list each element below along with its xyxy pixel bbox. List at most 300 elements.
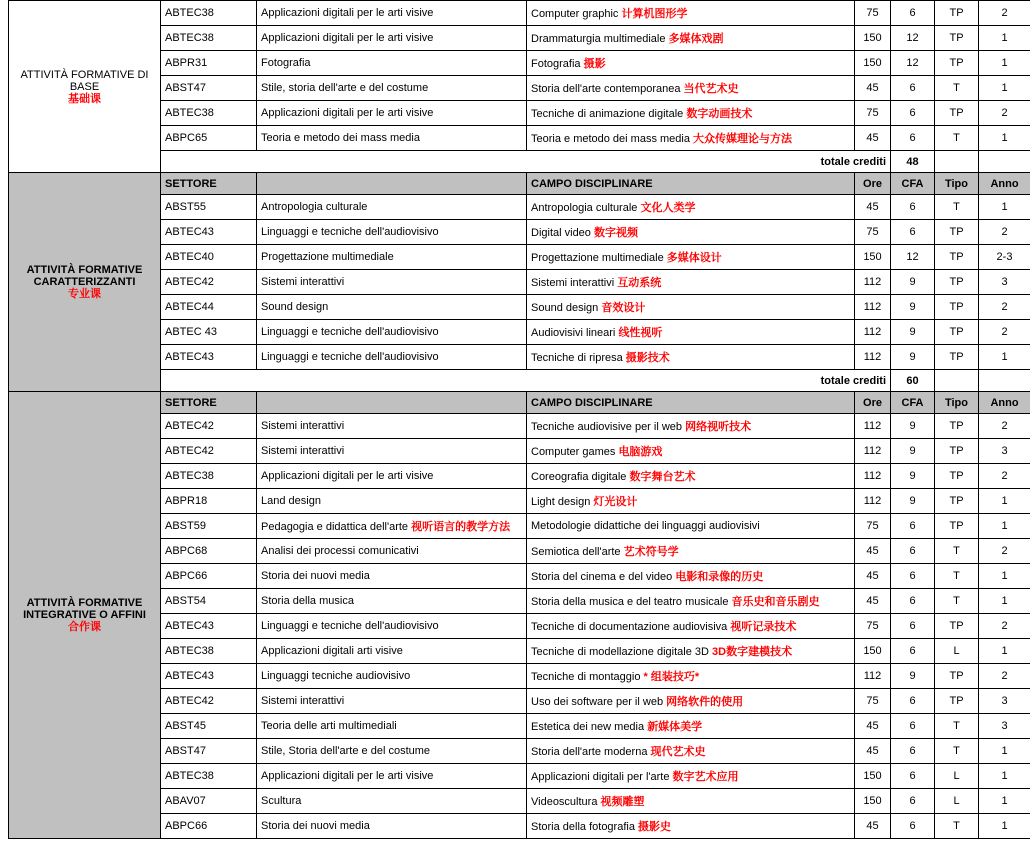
sector-name-it: Linguaggi e tecniche dell'audiovisivo <box>261 226 439 238</box>
table-row <box>9 614 1030 639</box>
sector-code: ABPC65 <box>161 126 257 151</box>
table-row <box>9 51 1030 76</box>
discipline-field <box>527 245 855 270</box>
discipline-field <box>527 739 855 764</box>
credits-value: 9 <box>891 664 935 689</box>
credits-value: 12 <box>891 26 935 51</box>
year-value: 2 <box>979 295 1030 320</box>
discipline-field-zh: 摄影技术 <box>625 352 670 364</box>
sector-name-it: Sistemi interattivi <box>261 276 345 288</box>
discipline-field <box>527 639 855 664</box>
sector-name-it: Linguaggi tecniche audiovisivo <box>261 670 411 682</box>
discipline-field-it: Storia dell'arte contemporanea <box>531 83 681 95</box>
credits-value: 6 <box>891 220 935 245</box>
credits-value: 6 <box>891 101 935 126</box>
discipline-field-zh: 当代艺术史 <box>683 83 739 95</box>
sector-name-it: Fotografia <box>261 57 311 69</box>
table-row <box>9 564 1030 589</box>
sector-name <box>257 664 527 689</box>
discipline-field-zh: 数字视频 <box>593 227 638 239</box>
credits-value: 9 <box>891 439 935 464</box>
discipline-field <box>527 564 855 589</box>
discipline-field <box>527 345 855 370</box>
discipline-field-zh: 计算机图形学 <box>621 8 688 20</box>
year-value: 1 <box>979 26 1030 51</box>
discipline-field-zh: 线性视听 <box>618 327 663 339</box>
sector-code: ABST59 <box>161 514 257 539</box>
sector-code: ABTEC42 <box>161 270 257 295</box>
sector-name <box>257 51 527 76</box>
header-row <box>9 173 1030 195</box>
header-ore: Ore <box>855 173 891 195</box>
year-value: 2-3 <box>979 245 1030 270</box>
type-value: T <box>935 126 979 151</box>
year-value: 2 <box>979 539 1030 564</box>
category-label: ATTIVITÀ FORMATIVE CARATTERIZZANTI <box>26 264 143 288</box>
year-value: 3 <box>979 689 1030 714</box>
type-value: TP <box>935 101 979 126</box>
credits-value: 6 <box>891 126 935 151</box>
discipline-field-zh: 电脑游戏 <box>618 446 663 458</box>
hours-value: 45 <box>855 195 891 220</box>
credits-value: 6 <box>891 789 935 814</box>
discipline-field <box>527 714 855 739</box>
category-cell <box>9 1 161 173</box>
discipline-field-it: Tecniche di ripresa <box>531 352 623 364</box>
sector-name-it: Pedagogia e didattica dell'arte <box>261 521 409 533</box>
sector-code: ABPR18 <box>161 489 257 514</box>
discipline-field-it: Computer graphic <box>531 8 619 20</box>
discipline-field-zh: 现代艺术史 <box>650 746 706 758</box>
sector-name <box>257 614 527 639</box>
total-blank <box>935 151 979 173</box>
discipline-field <box>527 539 855 564</box>
sector-code: ABPR31 <box>161 51 257 76</box>
sector-name <box>257 489 527 514</box>
type-value: TP <box>935 270 979 295</box>
hours-value: 112 <box>855 464 891 489</box>
hours-value: 45 <box>855 589 891 614</box>
sector-name <box>257 126 527 151</box>
discipline-field <box>527 689 855 714</box>
hours-value: 75 <box>855 514 891 539</box>
category-label-zh: 专业课 <box>68 288 101 300</box>
type-value: T <box>935 739 979 764</box>
sector-code: ABTEC38 <box>161 26 257 51</box>
table-row <box>9 539 1030 564</box>
credits-value: 6 <box>891 739 935 764</box>
sector-name-it: Analisi dei processi comunicativi <box>261 545 419 557</box>
category-label-zh: 合作课 <box>68 621 101 633</box>
sector-code: ABPC66 <box>161 564 257 589</box>
sector-name-it: Linguaggi e tecniche dell'audiovisivo <box>261 326 439 338</box>
credits-value: 6 <box>891 814 935 839</box>
category-label: ATTIVITÀ FORMATIVE INTEGRATIVE O AFFINI <box>23 597 146 621</box>
sector-name <box>257 76 527 101</box>
credits-value: 6 <box>891 639 935 664</box>
header-tipo: Tipo <box>935 173 979 195</box>
type-value: T <box>935 564 979 589</box>
discipline-field <box>527 270 855 295</box>
category-label: ATTIVITÀ FORMATIVE DI BASE <box>20 68 149 93</box>
table-row <box>9 739 1030 764</box>
header-row <box>9 392 1030 414</box>
discipline-field-it: Digital video <box>531 227 591 239</box>
type-value: TP <box>935 51 979 76</box>
table-row <box>9 464 1030 489</box>
discipline-field-it: Storia della musica e del teatro musicale <box>531 596 729 608</box>
type-value: L <box>935 764 979 789</box>
sector-name <box>257 295 527 320</box>
sector-name <box>257 564 527 589</box>
sector-name-it: Applicazioni digitali per le arti visive <box>261 7 434 19</box>
discipline-field-zh: 摄影 <box>583 58 606 70</box>
type-value: TP <box>935 220 979 245</box>
table-row <box>9 489 1030 514</box>
sector-name-it: Applicazioni digitali per le arti visive <box>261 770 434 782</box>
discipline-field <box>527 414 855 439</box>
table-row <box>9 789 1030 814</box>
table-row <box>9 345 1030 370</box>
year-value: 1 <box>979 814 1030 839</box>
type-value: TP <box>935 489 979 514</box>
total-label: totale crediti <box>161 370 891 392</box>
sector-name-it: Sistemi interattivi <box>261 445 345 457</box>
year-value: 1 <box>979 564 1030 589</box>
sector-name-it: Sistemi interattivi <box>261 695 345 707</box>
table-row <box>9 514 1030 539</box>
header-campo: CAMPO DISCIPLINARE <box>527 392 855 414</box>
credits-value: 6 <box>891 714 935 739</box>
discipline-field-zh: 视听记录技术 <box>730 621 797 633</box>
sector-name-it: Land design <box>261 495 321 507</box>
year-value: 3 <box>979 714 1030 739</box>
year-value: 1 <box>979 589 1030 614</box>
type-value: TP <box>935 26 979 51</box>
discipline-field-it: Applicazioni digitali per l'arte <box>531 771 670 783</box>
hours-value: 112 <box>855 414 891 439</box>
sector-code: ABTEC38 <box>161 1 257 26</box>
total-value: 48 <box>891 151 935 173</box>
discipline-field-it: Estetica dei new media <box>531 721 645 733</box>
type-value: TP <box>935 664 979 689</box>
sector-name-it: Scultura <box>261 795 302 807</box>
discipline-field-it: Semiotica dell'arte <box>531 546 621 558</box>
credits-value: 6 <box>891 589 935 614</box>
sector-code: ABTEC43 <box>161 664 257 689</box>
year-value: 2 <box>979 220 1030 245</box>
hours-value: 150 <box>855 639 891 664</box>
total-row <box>9 151 1030 173</box>
discipline-field-it: Drammaturgia multimediale <box>531 33 666 45</box>
sector-name <box>257 814 527 839</box>
sector-name <box>257 1 527 26</box>
sector-code: ABTEC42 <box>161 414 257 439</box>
type-value: T <box>935 714 979 739</box>
hours-value: 45 <box>855 539 891 564</box>
header-tipo: Tipo <box>935 392 979 414</box>
sector-code: ABTEC43 <box>161 345 257 370</box>
discipline-field-zh: 摄影史 <box>638 821 672 833</box>
credits-value: 9 <box>891 414 935 439</box>
hours-value: 45 <box>855 814 891 839</box>
discipline-field <box>527 589 855 614</box>
discipline-field-it: Storia dell'arte moderna <box>531 746 648 758</box>
discipline-field-zh: 网络软件的使用 <box>666 696 744 708</box>
total-blank <box>979 370 1030 392</box>
sector-name-it: Stile, storia dell'arte e del costume <box>261 82 429 94</box>
table-row <box>9 764 1030 789</box>
sector-name <box>257 320 527 345</box>
type-value: TP <box>935 245 979 270</box>
sector-code: ABPC68 <box>161 539 257 564</box>
category-cell <box>9 173 161 392</box>
table-row <box>9 714 1030 739</box>
curriculum-table <box>8 0 1030 839</box>
table-row <box>9 126 1030 151</box>
discipline-field-zh: 数字动画技术 <box>686 108 753 120</box>
discipline-field-zh: 艺术符号学 <box>623 546 679 558</box>
type-value: TP <box>935 514 979 539</box>
sector-name-it: Teoria delle arti multimediali <box>261 720 397 732</box>
discipline-field <box>527 126 855 151</box>
table-row <box>9 245 1030 270</box>
sector-code: ABTEC42 <box>161 689 257 714</box>
hours-value: 45 <box>855 76 891 101</box>
sector-name <box>257 764 527 789</box>
discipline-field-zh: * 组装技巧* <box>643 671 700 683</box>
sector-name <box>257 589 527 614</box>
type-value: L <box>935 789 979 814</box>
type-value: TP <box>935 614 979 639</box>
type-value: TP <box>935 295 979 320</box>
type-value: TP <box>935 439 979 464</box>
discipline-field-zh: 文化人类学 <box>640 202 696 214</box>
type-value: T <box>935 814 979 839</box>
sector-name <box>257 414 527 439</box>
hours-value: 112 <box>855 489 891 514</box>
sector-name-it: Storia della musica <box>261 595 354 607</box>
discipline-field-it: Computer games <box>531 446 616 458</box>
sector-name-zh: 视听语言的教学方法 <box>411 521 511 533</box>
year-value: 1 <box>979 345 1030 370</box>
discipline-field <box>527 764 855 789</box>
sector-name-it: Sistemi interattivi <box>261 420 345 432</box>
total-row <box>9 370 1030 392</box>
discipline-field <box>527 295 855 320</box>
sector-name <box>257 714 527 739</box>
discipline-field <box>527 1 855 26</box>
discipline-field <box>527 489 855 514</box>
hours-value: 75 <box>855 689 891 714</box>
type-value: TP <box>935 1 979 26</box>
sector-name <box>257 464 527 489</box>
sector-name <box>257 195 527 220</box>
credits-value: 6 <box>891 689 935 714</box>
discipline-field <box>527 26 855 51</box>
sector-name-it: Linguaggi e tecniche dell'audiovisivo <box>261 351 439 363</box>
credits-value: 6 <box>891 764 935 789</box>
table-row <box>9 26 1030 51</box>
hours-value: 45 <box>855 564 891 589</box>
header-settore: SETTORE <box>161 173 257 195</box>
discipline-field-it: Storia della fotografia <box>531 821 635 833</box>
hours-value: 150 <box>855 245 891 270</box>
hours-value: 45 <box>855 126 891 151</box>
hours-value: 75 <box>855 614 891 639</box>
header-blank <box>257 392 527 414</box>
hours-value: 112 <box>855 320 891 345</box>
sector-code: ABST54 <box>161 589 257 614</box>
discipline-field <box>527 439 855 464</box>
category-label-zh: 基础课 <box>68 92 101 105</box>
sector-name-it: Linguaggi e tecniche dell'audiovisivo <box>261 620 439 632</box>
header-anno: Anno <box>979 392 1030 414</box>
hours-value: 112 <box>855 295 891 320</box>
sector-name-it: Applicazioni digitali arti visive <box>261 645 403 657</box>
sector-name-it: Progettazione multimediale <box>261 251 394 263</box>
hours-value: 112 <box>855 439 891 464</box>
discipline-field <box>527 614 855 639</box>
type-value: TP <box>935 414 979 439</box>
year-value: 2 <box>979 614 1030 639</box>
year-value: 1 <box>979 76 1030 101</box>
sector-name <box>257 789 527 814</box>
sector-name <box>257 270 527 295</box>
year-value: 1 <box>979 789 1030 814</box>
discipline-field-zh: 多媒体设计 <box>666 252 722 264</box>
sector-name-it: Stile, Storia dell'arte e del costume <box>261 745 431 757</box>
table-row <box>9 220 1030 245</box>
table-row <box>9 439 1030 464</box>
discipline-field-it: Tecniche audiovisive per il web <box>531 421 683 433</box>
sector-name <box>257 539 527 564</box>
discipline-field <box>527 51 855 76</box>
header-ore: Ore <box>855 392 891 414</box>
sector-code: ABTEC42 <box>161 439 257 464</box>
discipline-field-it: Uso dei software per il web <box>531 696 664 708</box>
discipline-field <box>527 664 855 689</box>
year-value: 1 <box>979 51 1030 76</box>
year-value: 1 <box>979 639 1030 664</box>
sector-code: ABTEC44 <box>161 295 257 320</box>
table-row <box>9 689 1030 714</box>
discipline-field-it: Teoria e metodo dei mass media <box>531 133 690 145</box>
discipline-field-it: Tecniche di modellazione digitale 3D <box>531 646 709 658</box>
discipline-field-zh: 新媒体美学 <box>647 721 703 733</box>
credits-value: 6 <box>891 564 935 589</box>
discipline-field <box>527 101 855 126</box>
year-value: 2 <box>979 320 1030 345</box>
credits-value: 12 <box>891 245 935 270</box>
header-campo: CAMPO DISCIPLINARE <box>527 173 855 195</box>
credits-value: 6 <box>891 514 935 539</box>
credits-value: 9 <box>891 464 935 489</box>
type-value: TP <box>935 464 979 489</box>
year-value: 3 <box>979 439 1030 464</box>
credits-value: 6 <box>891 614 935 639</box>
sector-name <box>257 26 527 51</box>
sector-name-it: Sound design <box>261 301 329 313</box>
discipline-field <box>527 789 855 814</box>
discipline-field <box>527 814 855 839</box>
table-row <box>9 639 1030 664</box>
credits-value: 9 <box>891 270 935 295</box>
discipline-field-it: Sound design <box>531 302 599 314</box>
header-settore: SETTORE <box>161 392 257 414</box>
header-blank <box>257 173 527 195</box>
sector-code: ABST45 <box>161 714 257 739</box>
discipline-field-it: Progettazione multimediale <box>531 252 664 264</box>
hours-value: 150 <box>855 764 891 789</box>
table-row <box>9 195 1030 220</box>
sector-code: ABPC66 <box>161 814 257 839</box>
year-value: 1 <box>979 514 1030 539</box>
sector-name-it: Antropologia culturale <box>261 201 368 213</box>
discipline-field-it: Tecniche di animazione digitale <box>531 108 684 120</box>
table-row <box>9 101 1030 126</box>
header-cfa: CFA <box>891 392 935 414</box>
discipline-field-it: Coreografia digitale <box>531 471 627 483</box>
sector-name <box>257 689 527 714</box>
sector-code: ABTEC38 <box>161 101 257 126</box>
discipline-field <box>527 220 855 245</box>
sector-code: ABTEC38 <box>161 764 257 789</box>
table-row <box>9 320 1030 345</box>
hours-value: 112 <box>855 345 891 370</box>
type-value: T <box>935 539 979 564</box>
type-value: T <box>935 589 979 614</box>
table-row <box>9 270 1030 295</box>
discipline-field-it: Audiovisivi lineari <box>531 327 616 339</box>
discipline-field-zh: 3D数字建模技术 <box>712 646 793 658</box>
sector-name <box>257 245 527 270</box>
type-value: T <box>935 76 979 101</box>
discipline-field-it: Light design <box>531 496 591 508</box>
hours-value: 45 <box>855 714 891 739</box>
hours-value: 45 <box>855 739 891 764</box>
sector-name <box>257 739 527 764</box>
discipline-field-zh: 音乐史和音乐剧史 <box>731 596 820 608</box>
sector-name <box>257 220 527 245</box>
discipline-field-zh: 视频雕塑 <box>600 796 645 808</box>
hours-value: 75 <box>855 220 891 245</box>
type-value: T <box>935 195 979 220</box>
credits-value: 9 <box>891 345 935 370</box>
table-row <box>9 414 1030 439</box>
curriculum-table-body <box>9 1 1030 839</box>
credits-value: 12 <box>891 51 935 76</box>
year-value: 1 <box>979 739 1030 764</box>
credits-value: 9 <box>891 320 935 345</box>
hours-value: 75 <box>855 1 891 26</box>
sector-code: ABST47 <box>161 76 257 101</box>
sector-name <box>257 101 527 126</box>
discipline-field-it: Storia del cinema e del video <box>531 571 673 583</box>
sector-code: ABAV07 <box>161 789 257 814</box>
sector-name-it: Applicazioni digitali per le arti visive <box>261 107 434 119</box>
credits-value: 6 <box>891 539 935 564</box>
table-row <box>9 295 1030 320</box>
year-value: 1 <box>979 195 1030 220</box>
table-row <box>9 1 1030 26</box>
sector-code: ABTEC40 <box>161 245 257 270</box>
discipline-field <box>527 76 855 101</box>
total-blank <box>935 370 979 392</box>
sector-code: ABTEC38 <box>161 639 257 664</box>
discipline-field-it: Tecniche di montaggio <box>531 671 641 683</box>
sector-name <box>257 514 527 539</box>
